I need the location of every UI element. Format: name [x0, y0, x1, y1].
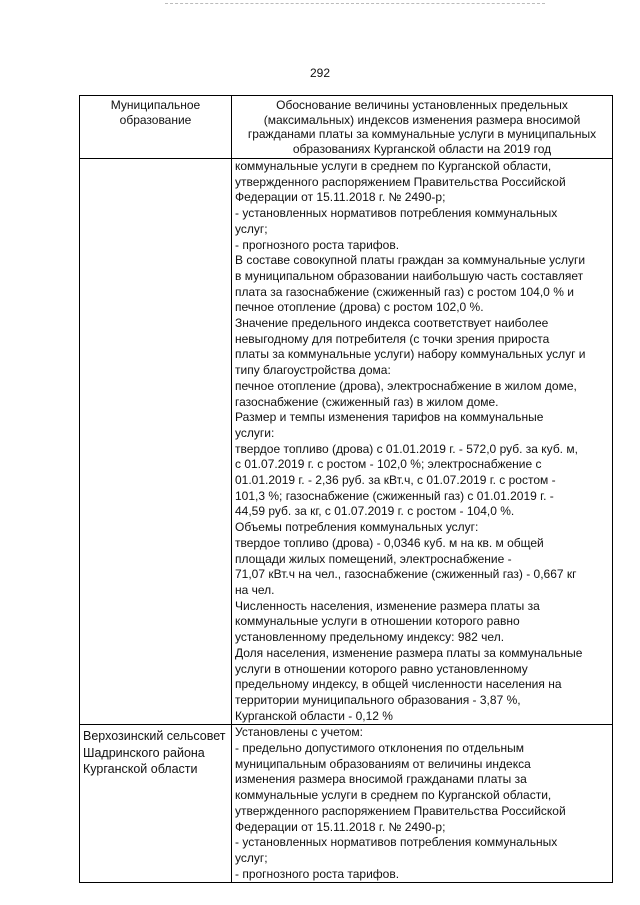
- justification-line: плата за газоснабжение (сжиженный газ) с ростом 104,0 % и: [235, 284, 574, 299]
- justification-line: невыгодному для потребителя (с точки зрения прироста: [235, 331, 550, 346]
- justification-line: территории муниципального образования - 3,87 %,: [235, 692, 521, 707]
- municipality-line: Верхозинский сельсовет: [83, 729, 226, 744]
- justification-line: установленному предельному индексу: 982 чел.: [235, 630, 505, 645]
- justification-line: - прогнозного роста тарифов.: [235, 866, 400, 881]
- justification-line: - установленных нормативов потребления коммунальных: [235, 206, 558, 221]
- justification-line: коммунальные услуги в среднем по Курганской области,: [235, 788, 552, 803]
- justification-line: услуги в отношении которого равно установленному: [235, 661, 528, 676]
- justification-line: печное отопление (дрова) с ростом 102,0 %.: [235, 300, 484, 315]
- justification-line: твердое топливо (дрова) - 0,0346 куб. м на кв. м общей: [235, 535, 544, 550]
- justification-line: коммунальные услуги в среднем по Курганской области,: [235, 159, 552, 173]
- justification-line: В составе совокупной платы граждан за коммунальные услуги: [235, 253, 586, 268]
- justification-line: газоснабжение (сжиженный газ) в жилом доме.: [235, 394, 499, 409]
- municipality-name: [80, 159, 231, 162]
- justification-line: муниципальным образованиям от величины индекса: [235, 756, 531, 771]
- municipality-cell: [80, 159, 232, 725]
- justification-line: Установлены с учетом:: [235, 725, 363, 740]
- justification-line: платы за коммунальные услуги) набору коммунальных услуг и: [235, 347, 586, 362]
- justification-cell: [232, 725, 613, 883]
- justification-text: [232, 159, 612, 724]
- header-municipality: Муниципальное образование: [80, 96, 232, 159]
- justification-line: 71,07 кВт.ч на чел., газоснабжение (сжиженный газ) - 0,667 кг: [235, 567, 577, 582]
- header-justification: Обоснование величины установленных предельных (максимальных) индексов изменения размера вносимой гражданами платы за коммунальные услуги в муниципальных образованиях Курганской области на 2019 год: [232, 96, 613, 159]
- justification-line: Федерации от 15.11.2018 г. № 2490-р;: [235, 190, 446, 205]
- justification-line: площади жилых помещений, электроснабжение -: [235, 551, 512, 566]
- justification-line: 01.01.2019 г. - 2,36 руб. за кВт.ч, с 01.07.2019 г. с ростом -: [235, 473, 556, 488]
- justification-line: Доля населения, изменение размера платы за коммунальные: [235, 645, 583, 660]
- justification-line: утвержденного распоряжением Правительства Российской: [235, 174, 566, 189]
- justification-line: Курганской области - 0,12 %: [235, 708, 393, 723]
- justification-line: услуги:: [235, 425, 275, 440]
- justification-line: на чел.: [235, 582, 275, 597]
- municipality-line: Курганской области: [83, 762, 198, 777]
- justification-line: - прогнозного роста тарифов.: [235, 237, 400, 252]
- table-header-row: [80, 96, 613, 159]
- justification-line: - предельно допустимого отклонения по отдельным: [235, 741, 524, 756]
- justification-line: утвержденного распоряжением Правительства Российской: [235, 803, 566, 818]
- justification-line: изменения размера вносимой гражданами платы за: [235, 772, 527, 787]
- municipality-line: Шадринского района: [83, 745, 205, 760]
- table-row: [80, 159, 613, 725]
- justification-line: услуг;: [235, 221, 268, 236]
- justification-cell: [232, 159, 613, 725]
- justification-line: Значение предельного индекса соответствует наиболее: [235, 316, 549, 331]
- justification-line: 101,3 %; газоснабжение (сжиженный газ) с 01.01.2019 г. -: [235, 488, 554, 503]
- justification-line: твердое топливо (дрова) с 01.01.2019 г. - 572,0 руб. за куб. м,: [235, 441, 578, 456]
- top-scan-artifact: [165, 3, 545, 4]
- justification-line: услуг;: [235, 850, 268, 865]
- municipality-cell: [80, 725, 232, 883]
- justification-line: - установленных нормативов потребления коммунальных: [235, 835, 558, 850]
- justification-text: [232, 725, 612, 882]
- justification-line: печное отопление (дрова), электроснабжение в жилом доме,: [235, 378, 577, 393]
- justification-line: типу благоустройства дома:: [235, 363, 391, 378]
- justification-line: в муниципальном образовании наибольшую часть составляет: [235, 268, 584, 283]
- justification-line: Федерации от 15.11.2018 г. № 2490-р;: [235, 819, 446, 834]
- justification-line: 44,59 руб. за кг, с 01.07.2019 г. с ростом - 104,0 %.: [235, 504, 515, 519]
- justification-line: предельному индексу, в общей численности населения на: [235, 677, 562, 692]
- justification-line: Объемы потребления коммунальных услуг:: [235, 520, 479, 535]
- page-number: 292: [309, 66, 331, 80]
- tariff-justification-table: [79, 95, 613, 883]
- justification-line: Численность населения, изменение размера платы за: [235, 598, 540, 613]
- table-row: [80, 725, 613, 883]
- justification-line: с 01.07.2019 г. с ростом - 102,0 %; электроснабжение с: [235, 457, 542, 472]
- justification-line: Размер и темпы изменения тарифов на коммунальные: [235, 410, 544, 425]
- municipality-name: [80, 725, 231, 778]
- justification-line: коммунальные услуги в отношении которого равно: [235, 614, 520, 629]
